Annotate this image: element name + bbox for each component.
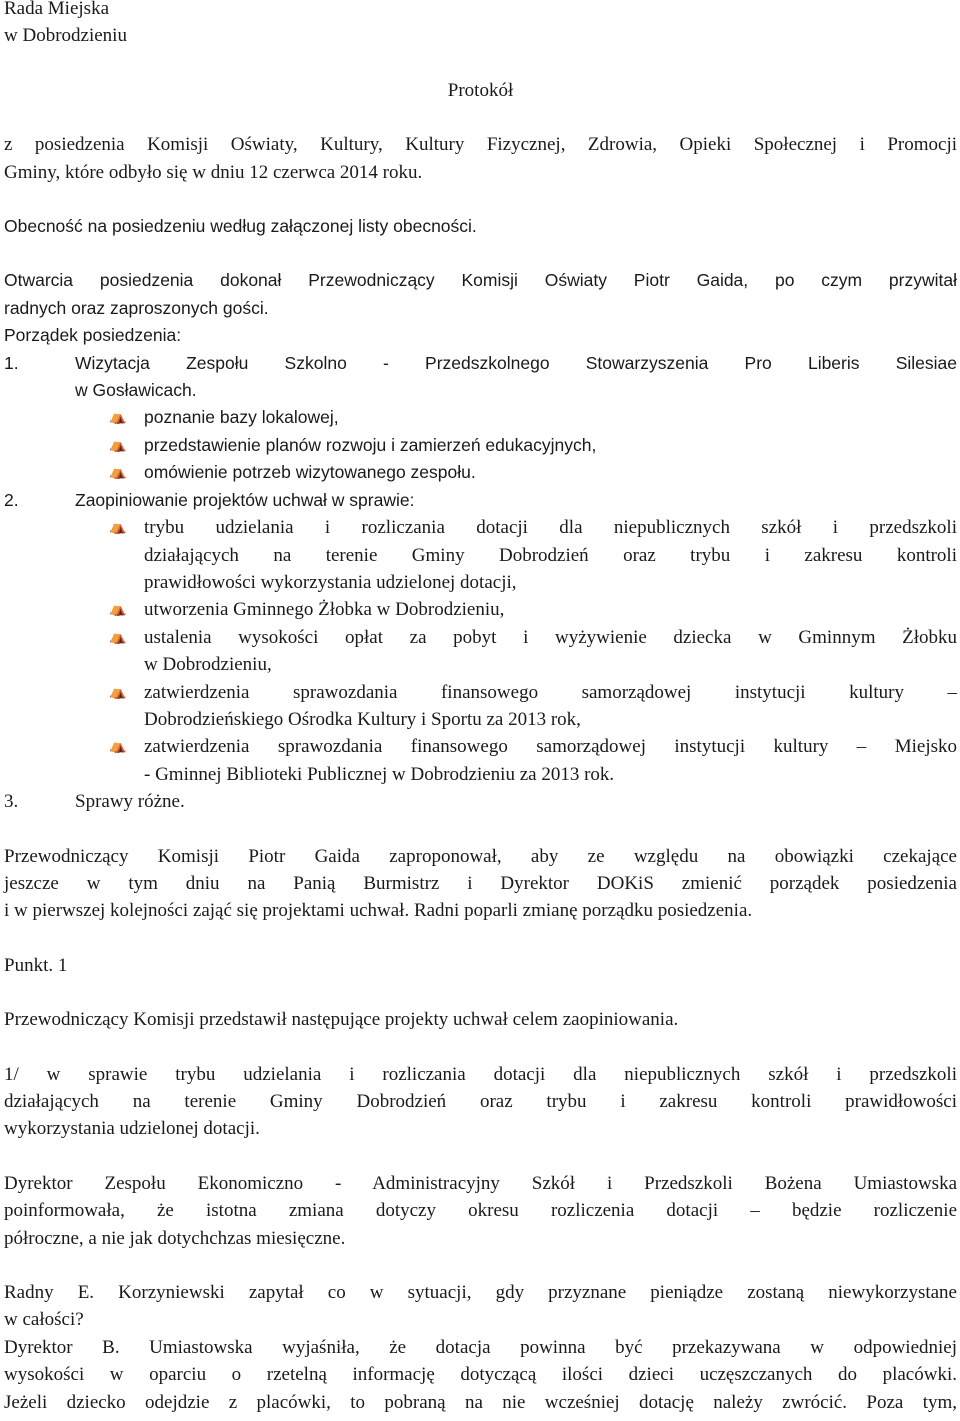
question-paragraph <box>4 1279 957 1334</box>
agenda-item-3 <box>4 788 957 815</box>
spacer <box>4 925 957 952</box>
agenda-subitem <box>4 514 957 596</box>
text-line: Dobrodzieńskiego Ośrodka Kultury i Sportu za 2013 rok, <box>144 708 581 730</box>
spacer <box>4 50 957 77</box>
tent-bullet-icon: ⛺ <box>109 464 127 481</box>
director-paragraph <box>4 1170 957 1252</box>
text-line: utworzenia Gminnego Żłobka w Dobrodzieniu, <box>144 599 505 621</box>
agenda-item-number: 3. <box>4 791 19 813</box>
text-line: działających na terenie Gminy Dobrodzień oraz trybu i zakresu kontroli prawidłowości <box>4 1091 957 1112</box>
agenda-subitem <box>4 459 957 486</box>
text-line: przedstawienie planów rozwoju i zamierzeń edukacyjnych, <box>144 434 597 455</box>
text-line: jeszcze w tym dniu na Panią Burmistrz i Dyrektor DOKiS zmienić porządek posiedzenia <box>4 872 957 894</box>
org-name-line-2: w Dobrodzieniu <box>4 25 127 47</box>
tent-bullet-icon: ⛺ <box>109 409 127 426</box>
text-line: ustalenia wysokości opłat za pobyt i wyżywienie dziecka w Gminnym Żłobku <box>144 626 957 648</box>
text-line: wykorzystania udzielonej dotacji. <box>4 1118 260 1140</box>
agenda-item-2 <box>4 487 957 514</box>
answer-paragraph <box>4 1334 957 1416</box>
document-content <box>4 0 957 1416</box>
text-line: Otwarcia posiedzenia dokonał Przewodniczący Komisji Oświaty Piotr Gaida, po czym przywitał <box>4 270 957 291</box>
agenda-subitem <box>4 596 957 623</box>
text-line: Dyrektor Zespołu Ekonomiczno - Administracyjny Szkół i Przedszkoli Bożena Umiastowska <box>4 1172 957 1194</box>
section-heading: Punkt. 1 <box>4 954 68 976</box>
text-line: w Gosławicach. <box>75 380 197 401</box>
text-line: wysokości w oparciu o rzetelną informację dotyczącą ilości dzieci uczęszczanych do placówki. <box>4 1364 957 1386</box>
agenda-subitem <box>4 432 957 459</box>
text-line: w całości? <box>4 1309 84 1331</box>
text-line: Wizytacja Zespołu Szkolno - Przedszkolnego Stowarzyszenia Pro Liberis Silesiae <box>75 352 957 373</box>
spacer <box>4 1143 957 1170</box>
text-line: Dyrektor B. Umiastowska wyjaśniła, że dotacja powinna być przekazywana w odpowiedniej <box>4 1336 957 1358</box>
spacer <box>4 186 957 213</box>
agenda-item-number: 1. <box>4 352 19 373</box>
attendance-paragraph: Obecność na posiedzeniu według załączonej listy obecności. <box>4 216 477 237</box>
tent-bullet-icon: ⛺ <box>109 738 127 755</box>
text-line: i w pierwszej kolejności zająć się projektami uchwał. Radni poparli zmianę porządku posiedzenia. <box>4 900 753 922</box>
agenda-subitem <box>4 404 957 431</box>
tent-bullet-icon: ⛺ <box>109 519 127 536</box>
presentation-paragraph: Przewodniczący Komisji przedstawił następujące projekty uchwał celem zaopiniowania. <box>4 1009 679 1031</box>
org-name-line-1: Rada Miejska <box>4 0 110 19</box>
order-change-paragraph <box>4 843 957 925</box>
text-line: w Dobrodzieniu, <box>144 654 272 676</box>
tent-bullet-icon: ⛺ <box>109 683 127 700</box>
text-line: radnych oraz zaproszonych gości. <box>4 297 269 318</box>
agenda-subitem <box>4 624 957 679</box>
spacer <box>4 1034 957 1061</box>
text-line: Jeżeli dziecko odejdzie z placówki, to pobraną na nie wcześniej dotację należy zwrócić. Poza tym, <box>4 1391 957 1413</box>
tent-bullet-icon: ⛺ <box>109 436 127 453</box>
text-line: poznanie bazy lokalowej, <box>144 407 339 428</box>
text-line: prawidłowości wykorzystania udzielonej dotacji, <box>144 571 517 593</box>
opening-paragraph <box>4 267 957 322</box>
text-line: Sprawy różne. <box>75 791 185 813</box>
agenda-item-1 <box>4 350 957 405</box>
spacer <box>4 979 957 1006</box>
text-line: działających na terenie Gminy Dobrodzień oraz trybu i zakresu kontroli <box>144 544 957 566</box>
text-line: trybu udzielania i rozliczania dotacji dla niepublicznych szkół i przedszkoli <box>144 517 957 539</box>
tent-bullet-icon: ⛺ <box>109 628 127 645</box>
text-line: poinformowała, że istotna zmiana dotyczy okresu rozliczenia dotacji – będzie rozliczenie <box>4 1200 957 1222</box>
resolution-1-paragraph <box>4 1061 957 1143</box>
spacer <box>4 1252 957 1279</box>
text-line: Zaopiniowanie projektów uchwał w sprawie: <box>75 489 415 510</box>
agenda-label: Porządek posiedzenia: <box>4 325 182 346</box>
text-line: omówienie potrzeb wizytowanego zespołu. <box>144 462 476 483</box>
spacer <box>4 816 957 843</box>
text-line: zatwierdzenia sprawozdania finansowego samorządowej instytucji kultury – <box>144 681 957 703</box>
text-line: 1/ w sprawie trybu udzielania i rozliczania dotacji dla niepublicznych szkół i przedszkoli <box>4 1063 957 1085</box>
text-line: Przewodniczący Komisji Piotr Gaida zaproponował, aby ze względu na obowiązki czekające <box>4 845 957 867</box>
text-line: - Gminnej Biblioteki Publicznej w Dobrodzieniu za 2013 rok. <box>144 763 615 785</box>
text-line: Radny E. Korzyniewski zapytał co w sytuacji, gdy przyznane pieniądze zostaną niewykorzystane <box>4 1282 957 1304</box>
spacer <box>4 240 957 267</box>
agenda-list <box>4 350 957 816</box>
spacer <box>4 104 957 131</box>
text-line: półroczne, a nie jak dotychchzas miesięczne. <box>4 1227 346 1249</box>
intro-paragraph <box>4 131 957 186</box>
text-line: zatwierdzenia sprawozdania finansowego samorządowej instytucji kultury – Miejsko <box>144 736 957 758</box>
text-line: Gminy, które odbyło się w dniu 12 czerwca 2014 roku. <box>4 161 423 183</box>
agenda-subitem <box>4 679 957 734</box>
document-title: Protokół <box>447 79 514 101</box>
agenda-item-number: 2. <box>4 489 19 510</box>
text-line: z posiedzenia Komisji Oświaty, Kultury, Kultury Fizycznej, Zdrowia, Opieki Społecznej i Promocji <box>4 134 957 156</box>
agenda-subitem <box>4 733 957 788</box>
tent-bullet-icon: ⛺ <box>109 601 127 618</box>
